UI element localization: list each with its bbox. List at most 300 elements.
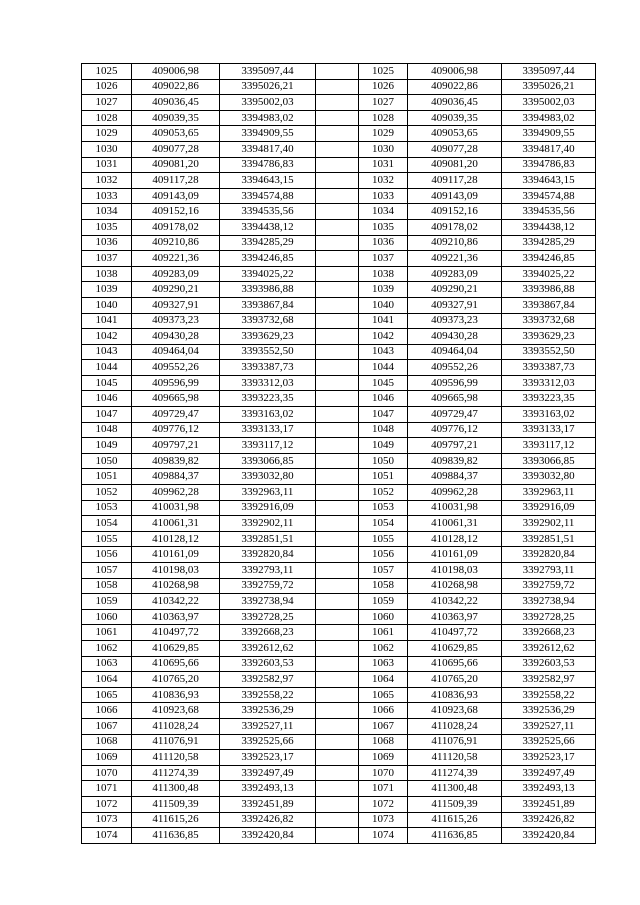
left-point-number-cell: 1045 xyxy=(82,375,132,391)
right-x-coordinate-cell: 409053,65 xyxy=(408,126,502,142)
right-x-coordinate-cell: 409081,20 xyxy=(408,157,502,173)
right-x-coordinate-cell: 409430,28 xyxy=(408,329,502,345)
right-x-coordinate-cell: 409464,04 xyxy=(408,344,502,360)
right-x-coordinate-cell: 410629,85 xyxy=(408,640,502,656)
left-x-coordinate-cell: 411509,39 xyxy=(132,796,220,812)
right-y-coordinate-cell: 3394285,29 xyxy=(502,235,596,251)
table-row xyxy=(82,313,596,329)
left-x-coordinate-cell: 409143,09 xyxy=(132,188,220,204)
right-x-coordinate-cell: 409210,86 xyxy=(408,235,502,251)
right-y-coordinate-cell: 3392963,11 xyxy=(502,485,596,501)
table-row xyxy=(82,251,596,267)
right-point-number-cell: 1048 xyxy=(359,422,408,438)
gap-cell xyxy=(316,547,359,563)
left-y-coordinate-cell: 3393163,02 xyxy=(220,407,316,423)
right-x-coordinate-cell: 409117,28 xyxy=(408,173,502,189)
left-point-number-cell: 1073 xyxy=(82,812,132,828)
gap-cell xyxy=(316,282,359,298)
left-y-coordinate-cell: 3392759,72 xyxy=(220,578,316,594)
table-row xyxy=(82,110,596,126)
right-x-coordinate-cell: 411636,85 xyxy=(408,828,502,844)
right-point-number-cell: 1029 xyxy=(359,126,408,142)
table-row xyxy=(82,282,596,298)
left-y-coordinate-cell: 3393732,68 xyxy=(220,313,316,329)
left-point-number-cell: 1058 xyxy=(82,578,132,594)
right-y-coordinate-cell: 3394438,12 xyxy=(502,219,596,235)
right-y-coordinate-cell: 3394786,83 xyxy=(502,157,596,173)
left-x-coordinate-cell: 409152,16 xyxy=(132,204,220,220)
right-point-number-cell: 1034 xyxy=(359,204,408,220)
gap-cell xyxy=(316,407,359,423)
gap-cell xyxy=(316,625,359,641)
right-point-number-cell: 1033 xyxy=(359,188,408,204)
left-x-coordinate-cell: 410765,20 xyxy=(132,672,220,688)
table-row xyxy=(82,640,596,656)
right-y-coordinate-cell: 3393629,23 xyxy=(502,329,596,345)
table-row xyxy=(82,687,596,703)
right-x-coordinate-cell: 409022,86 xyxy=(408,79,502,95)
left-y-coordinate-cell: 3394285,29 xyxy=(220,235,316,251)
right-y-coordinate-cell: 3393223,35 xyxy=(502,391,596,407)
left-y-coordinate-cell: 3392525,66 xyxy=(220,734,316,750)
table-row xyxy=(82,672,596,688)
right-x-coordinate-cell: 409178,02 xyxy=(408,219,502,235)
left-y-coordinate-cell: 3394535,56 xyxy=(220,204,316,220)
left-y-coordinate-cell: 3394574,88 xyxy=(220,188,316,204)
right-y-coordinate-cell: 3393867,84 xyxy=(502,297,596,313)
left-point-number-cell: 1059 xyxy=(82,594,132,610)
table-row xyxy=(82,235,596,251)
left-x-coordinate-cell: 409373,23 xyxy=(132,313,220,329)
gap-cell xyxy=(316,828,359,844)
left-x-coordinate-cell: 409006,98 xyxy=(132,64,220,80)
gap-cell xyxy=(316,500,359,516)
right-x-coordinate-cell: 409036,45 xyxy=(408,95,502,111)
left-point-number-cell: 1067 xyxy=(82,718,132,734)
right-x-coordinate-cell: 409962,28 xyxy=(408,485,502,501)
right-x-coordinate-cell: 410765,20 xyxy=(408,672,502,688)
table-row xyxy=(82,79,596,95)
right-point-number-cell: 1049 xyxy=(359,438,408,454)
left-x-coordinate-cell: 409776,12 xyxy=(132,422,220,438)
left-y-coordinate-cell: 3392523,17 xyxy=(220,750,316,766)
table-row xyxy=(82,609,596,625)
right-point-number-cell: 1060 xyxy=(359,609,408,625)
left-x-coordinate-cell: 410268,98 xyxy=(132,578,220,594)
left-x-coordinate-cell: 411120,58 xyxy=(132,750,220,766)
right-point-number-cell: 1027 xyxy=(359,95,408,111)
right-x-coordinate-cell: 410268,98 xyxy=(408,578,502,594)
left-y-coordinate-cell: 3392612,62 xyxy=(220,640,316,656)
left-x-coordinate-cell: 411076,91 xyxy=(132,734,220,750)
left-y-coordinate-cell: 3394643,15 xyxy=(220,173,316,189)
left-point-number-cell: 1057 xyxy=(82,563,132,579)
table-row xyxy=(82,391,596,407)
right-point-number-cell: 1044 xyxy=(359,360,408,376)
table-row xyxy=(82,765,596,781)
table-row xyxy=(82,828,596,844)
right-x-coordinate-cell: 410128,12 xyxy=(408,531,502,547)
left-point-number-cell: 1066 xyxy=(82,703,132,719)
right-x-coordinate-cell: 409006,98 xyxy=(408,64,502,80)
right-point-number-cell: 1066 xyxy=(359,703,408,719)
right-x-coordinate-cell: 410161,09 xyxy=(408,547,502,563)
right-point-number-cell: 1061 xyxy=(359,625,408,641)
left-y-coordinate-cell: 3392603,53 xyxy=(220,656,316,672)
right-y-coordinate-cell: 3394025,22 xyxy=(502,266,596,282)
gap-cell xyxy=(316,750,359,766)
left-point-number-cell: 1042 xyxy=(82,329,132,345)
right-x-coordinate-cell: 411120,58 xyxy=(408,750,502,766)
gap-cell xyxy=(316,531,359,547)
right-point-number-cell: 1057 xyxy=(359,563,408,579)
right-x-coordinate-cell: 409077,28 xyxy=(408,141,502,157)
left-y-coordinate-cell: 3392820,84 xyxy=(220,547,316,563)
right-point-number-cell: 1068 xyxy=(359,734,408,750)
left-x-coordinate-cell: 410363,97 xyxy=(132,609,220,625)
right-y-coordinate-cell: 3394643,15 xyxy=(502,173,596,189)
left-point-number-cell: 1054 xyxy=(82,516,132,532)
right-point-number-cell: 1030 xyxy=(359,141,408,157)
left-y-coordinate-cell: 3392497,49 xyxy=(220,765,316,781)
right-y-coordinate-cell: 3393133,17 xyxy=(502,422,596,438)
right-x-coordinate-cell: 410836,93 xyxy=(408,687,502,703)
left-point-number-cell: 1043 xyxy=(82,344,132,360)
left-point-number-cell: 1053 xyxy=(82,500,132,516)
left-y-coordinate-cell: 3395097,44 xyxy=(220,64,316,80)
right-point-number-cell: 1056 xyxy=(359,547,408,563)
table-row xyxy=(82,750,596,766)
right-x-coordinate-cell: 409327,91 xyxy=(408,297,502,313)
right-x-coordinate-cell: 409283,09 xyxy=(408,266,502,282)
right-x-coordinate-cell: 409729,47 xyxy=(408,407,502,423)
table-row xyxy=(82,438,596,454)
right-x-coordinate-cell: 410497,72 xyxy=(408,625,502,641)
right-point-number-cell: 1062 xyxy=(359,640,408,656)
right-x-coordinate-cell: 409797,21 xyxy=(408,438,502,454)
left-x-coordinate-cell: 409290,21 xyxy=(132,282,220,298)
left-x-coordinate-cell: 409327,91 xyxy=(132,297,220,313)
right-x-coordinate-cell: 410923,68 xyxy=(408,703,502,719)
gap-cell xyxy=(316,297,359,313)
right-point-number-cell: 1043 xyxy=(359,344,408,360)
gap-cell xyxy=(316,703,359,719)
right-y-coordinate-cell: 3392728,25 xyxy=(502,609,596,625)
right-y-coordinate-cell: 3392603,53 xyxy=(502,656,596,672)
gap-cell xyxy=(316,422,359,438)
left-y-coordinate-cell: 3392728,25 xyxy=(220,609,316,625)
left-x-coordinate-cell: 410629,85 xyxy=(132,640,220,656)
gap-cell xyxy=(316,126,359,142)
right-y-coordinate-cell: 3392851,51 xyxy=(502,531,596,547)
left-point-number-cell: 1049 xyxy=(82,438,132,454)
left-point-number-cell: 1074 xyxy=(82,828,132,844)
left-point-number-cell: 1051 xyxy=(82,469,132,485)
right-point-number-cell: 1074 xyxy=(359,828,408,844)
left-point-number-cell: 1039 xyxy=(82,282,132,298)
right-point-number-cell: 1045 xyxy=(359,375,408,391)
left-x-coordinate-cell: 410061,31 xyxy=(132,516,220,532)
left-x-coordinate-cell: 410342,22 xyxy=(132,594,220,610)
left-point-number-cell: 1055 xyxy=(82,531,132,547)
left-point-number-cell: 1027 xyxy=(82,95,132,111)
right-y-coordinate-cell: 3392525,66 xyxy=(502,734,596,750)
right-point-number-cell: 1025 xyxy=(359,64,408,80)
right-point-number-cell: 1041 xyxy=(359,313,408,329)
left-y-coordinate-cell: 3392426,82 xyxy=(220,812,316,828)
left-y-coordinate-cell: 3393986,88 xyxy=(220,282,316,298)
left-point-number-cell: 1064 xyxy=(82,672,132,688)
right-point-number-cell: 1054 xyxy=(359,516,408,532)
left-x-coordinate-cell: 411028,24 xyxy=(132,718,220,734)
left-y-coordinate-cell: 3393133,17 xyxy=(220,422,316,438)
table-row xyxy=(82,329,596,345)
table-row xyxy=(82,188,596,204)
left-y-coordinate-cell: 3392738,94 xyxy=(220,594,316,610)
coordinates-table xyxy=(81,63,596,844)
gap-cell xyxy=(316,141,359,157)
left-point-number-cell: 1060 xyxy=(82,609,132,625)
left-x-coordinate-cell: 409962,28 xyxy=(132,485,220,501)
left-x-coordinate-cell: 409081,20 xyxy=(132,157,220,173)
left-point-number-cell: 1031 xyxy=(82,157,132,173)
gap-cell xyxy=(316,453,359,469)
table-row xyxy=(82,718,596,734)
left-point-number-cell: 1036 xyxy=(82,235,132,251)
left-point-number-cell: 1061 xyxy=(82,625,132,641)
gap-cell xyxy=(316,157,359,173)
right-y-coordinate-cell: 3392497,49 xyxy=(502,765,596,781)
left-y-coordinate-cell: 3394786,83 xyxy=(220,157,316,173)
right-x-coordinate-cell: 411615,26 xyxy=(408,812,502,828)
right-y-coordinate-cell: 3393732,68 xyxy=(502,313,596,329)
left-y-coordinate-cell: 3394983,02 xyxy=(220,110,316,126)
left-x-coordinate-cell: 411615,26 xyxy=(132,812,220,828)
right-point-number-cell: 1038 xyxy=(359,266,408,282)
gap-cell xyxy=(316,563,359,579)
right-y-coordinate-cell: 3392820,84 xyxy=(502,547,596,563)
left-y-coordinate-cell: 3393066,85 xyxy=(220,453,316,469)
right-point-number-cell: 1026 xyxy=(359,79,408,95)
left-point-number-cell: 1069 xyxy=(82,750,132,766)
right-x-coordinate-cell: 410061,31 xyxy=(408,516,502,532)
table-row xyxy=(82,469,596,485)
left-x-coordinate-cell: 409596,99 xyxy=(132,375,220,391)
left-y-coordinate-cell: 3392902,11 xyxy=(220,516,316,532)
right-point-number-cell: 1036 xyxy=(359,235,408,251)
right-x-coordinate-cell: 409373,23 xyxy=(408,313,502,329)
left-y-coordinate-cell: 3393032,80 xyxy=(220,469,316,485)
gap-cell xyxy=(316,95,359,111)
right-x-coordinate-cell: 409552,26 xyxy=(408,360,502,376)
right-x-coordinate-cell: 410198,03 xyxy=(408,563,502,579)
left-x-coordinate-cell: 409117,28 xyxy=(132,173,220,189)
right-y-coordinate-cell: 3394983,02 xyxy=(502,110,596,126)
left-y-coordinate-cell: 3394438,12 xyxy=(220,219,316,235)
left-point-number-cell: 1072 xyxy=(82,796,132,812)
table-row xyxy=(82,563,596,579)
right-y-coordinate-cell: 3393552,50 xyxy=(502,344,596,360)
left-x-coordinate-cell: 410031,98 xyxy=(132,500,220,516)
gap-cell xyxy=(316,640,359,656)
right-point-number-cell: 1070 xyxy=(359,765,408,781)
right-y-coordinate-cell: 3392493,13 xyxy=(502,781,596,797)
left-point-number-cell: 1048 xyxy=(82,422,132,438)
left-point-number-cell: 1056 xyxy=(82,547,132,563)
left-x-coordinate-cell: 410128,12 xyxy=(132,531,220,547)
left-y-coordinate-cell: 3393629,23 xyxy=(220,329,316,345)
right-y-coordinate-cell: 3392558,22 xyxy=(502,687,596,703)
gap-cell xyxy=(316,812,359,828)
left-x-coordinate-cell: 411636,85 xyxy=(132,828,220,844)
gap-cell xyxy=(316,672,359,688)
left-x-coordinate-cell: 409729,47 xyxy=(132,407,220,423)
right-point-number-cell: 1053 xyxy=(359,500,408,516)
gap-cell xyxy=(316,469,359,485)
right-y-coordinate-cell: 3392738,94 xyxy=(502,594,596,610)
left-y-coordinate-cell: 3392527,11 xyxy=(220,718,316,734)
right-point-number-cell: 1042 xyxy=(359,329,408,345)
right-x-coordinate-cell: 411300,48 xyxy=(408,781,502,797)
left-y-coordinate-cell: 3394909,55 xyxy=(220,126,316,142)
right-y-coordinate-cell: 3393066,85 xyxy=(502,453,596,469)
left-point-number-cell: 1068 xyxy=(82,734,132,750)
left-y-coordinate-cell: 3392420,84 xyxy=(220,828,316,844)
gap-cell xyxy=(316,204,359,220)
left-x-coordinate-cell: 411300,48 xyxy=(132,781,220,797)
left-x-coordinate-cell: 409022,86 xyxy=(132,79,220,95)
left-point-number-cell: 1044 xyxy=(82,360,132,376)
left-x-coordinate-cell: 409039,35 xyxy=(132,110,220,126)
right-point-number-cell: 1051 xyxy=(359,469,408,485)
table-row xyxy=(82,204,596,220)
gap-cell xyxy=(316,765,359,781)
right-point-number-cell: 1065 xyxy=(359,687,408,703)
gap-cell xyxy=(316,796,359,812)
left-point-number-cell: 1062 xyxy=(82,640,132,656)
right-y-coordinate-cell: 3394817,40 xyxy=(502,141,596,157)
left-y-coordinate-cell: 3392451,89 xyxy=(220,796,316,812)
right-point-number-cell: 1028 xyxy=(359,110,408,126)
table-row xyxy=(82,796,596,812)
left-y-coordinate-cell: 3395002,03 xyxy=(220,95,316,111)
table-row xyxy=(82,360,596,376)
gap-cell xyxy=(316,173,359,189)
right-y-coordinate-cell: 3392793,11 xyxy=(502,563,596,579)
left-y-coordinate-cell: 3392536,29 xyxy=(220,703,316,719)
gap-cell xyxy=(316,718,359,734)
right-y-coordinate-cell: 3392523,17 xyxy=(502,750,596,766)
table-row xyxy=(82,375,596,391)
gap-cell xyxy=(316,687,359,703)
table-row xyxy=(82,344,596,360)
left-point-number-cell: 1063 xyxy=(82,656,132,672)
coordinates-table-body xyxy=(82,64,596,844)
right-y-coordinate-cell: 3393163,02 xyxy=(502,407,596,423)
gap-cell xyxy=(316,360,359,376)
right-point-number-cell: 1073 xyxy=(359,812,408,828)
table-row xyxy=(82,157,596,173)
left-x-coordinate-cell: 409178,02 xyxy=(132,219,220,235)
table-row xyxy=(82,173,596,189)
gap-cell xyxy=(316,438,359,454)
table-row xyxy=(82,422,596,438)
gap-cell xyxy=(316,656,359,672)
left-point-number-cell: 1035 xyxy=(82,219,132,235)
right-y-coordinate-cell: 3394535,56 xyxy=(502,204,596,220)
gap-cell xyxy=(316,64,359,80)
right-y-coordinate-cell: 3392536,29 xyxy=(502,703,596,719)
left-x-coordinate-cell: 409797,21 xyxy=(132,438,220,454)
right-y-coordinate-cell: 3392420,84 xyxy=(502,828,596,844)
right-y-coordinate-cell: 3394574,88 xyxy=(502,188,596,204)
left-y-coordinate-cell: 3393867,84 xyxy=(220,297,316,313)
left-y-coordinate-cell: 3393387,73 xyxy=(220,360,316,376)
left-y-coordinate-cell: 3392558,22 xyxy=(220,687,316,703)
table-row xyxy=(82,485,596,501)
right-y-coordinate-cell: 3394909,55 xyxy=(502,126,596,142)
right-x-coordinate-cell: 411509,39 xyxy=(408,796,502,812)
right-x-coordinate-cell: 410031,98 xyxy=(408,500,502,516)
left-y-coordinate-cell: 3392851,51 xyxy=(220,531,316,547)
gap-cell xyxy=(316,344,359,360)
left-point-number-cell: 1046 xyxy=(82,391,132,407)
right-x-coordinate-cell: 410695,66 xyxy=(408,656,502,672)
left-point-number-cell: 1050 xyxy=(82,453,132,469)
left-y-coordinate-cell: 3392963,11 xyxy=(220,485,316,501)
left-point-number-cell: 1052 xyxy=(82,485,132,501)
gap-cell xyxy=(316,329,359,345)
gap-cell xyxy=(316,79,359,95)
gap-cell xyxy=(316,219,359,235)
table-row xyxy=(82,297,596,313)
gap-cell xyxy=(316,188,359,204)
right-point-number-cell: 1035 xyxy=(359,219,408,235)
left-y-coordinate-cell: 3394025,22 xyxy=(220,266,316,282)
table-row xyxy=(82,141,596,157)
right-y-coordinate-cell: 3392451,89 xyxy=(502,796,596,812)
right-y-coordinate-cell: 3392902,11 xyxy=(502,516,596,532)
gap-cell xyxy=(316,235,359,251)
right-point-number-cell: 1063 xyxy=(359,656,408,672)
right-x-coordinate-cell: 409839,82 xyxy=(408,453,502,469)
table-row xyxy=(82,594,596,610)
gap-cell xyxy=(316,516,359,532)
right-y-coordinate-cell: 3392527,11 xyxy=(502,718,596,734)
left-point-number-cell: 1041 xyxy=(82,313,132,329)
left-x-coordinate-cell: 409077,28 xyxy=(132,141,220,157)
right-x-coordinate-cell: 409039,35 xyxy=(408,110,502,126)
table-row xyxy=(82,531,596,547)
left-point-number-cell: 1065 xyxy=(82,687,132,703)
left-x-coordinate-cell: 410695,66 xyxy=(132,656,220,672)
table-row xyxy=(82,64,596,80)
left-point-number-cell: 1030 xyxy=(82,141,132,157)
right-y-coordinate-cell: 3392916,09 xyxy=(502,500,596,516)
right-point-number-cell: 1050 xyxy=(359,453,408,469)
right-point-number-cell: 1031 xyxy=(359,157,408,173)
left-y-coordinate-cell: 3392916,09 xyxy=(220,500,316,516)
table-row xyxy=(82,219,596,235)
gap-cell xyxy=(316,251,359,267)
gap-cell xyxy=(316,781,359,797)
right-point-number-cell: 1058 xyxy=(359,578,408,594)
left-x-coordinate-cell: 409053,65 xyxy=(132,126,220,142)
left-y-coordinate-cell: 3395026,21 xyxy=(220,79,316,95)
right-point-number-cell: 1072 xyxy=(359,796,408,812)
right-x-coordinate-cell: 411028,24 xyxy=(408,718,502,734)
left-y-coordinate-cell: 3392793,11 xyxy=(220,563,316,579)
